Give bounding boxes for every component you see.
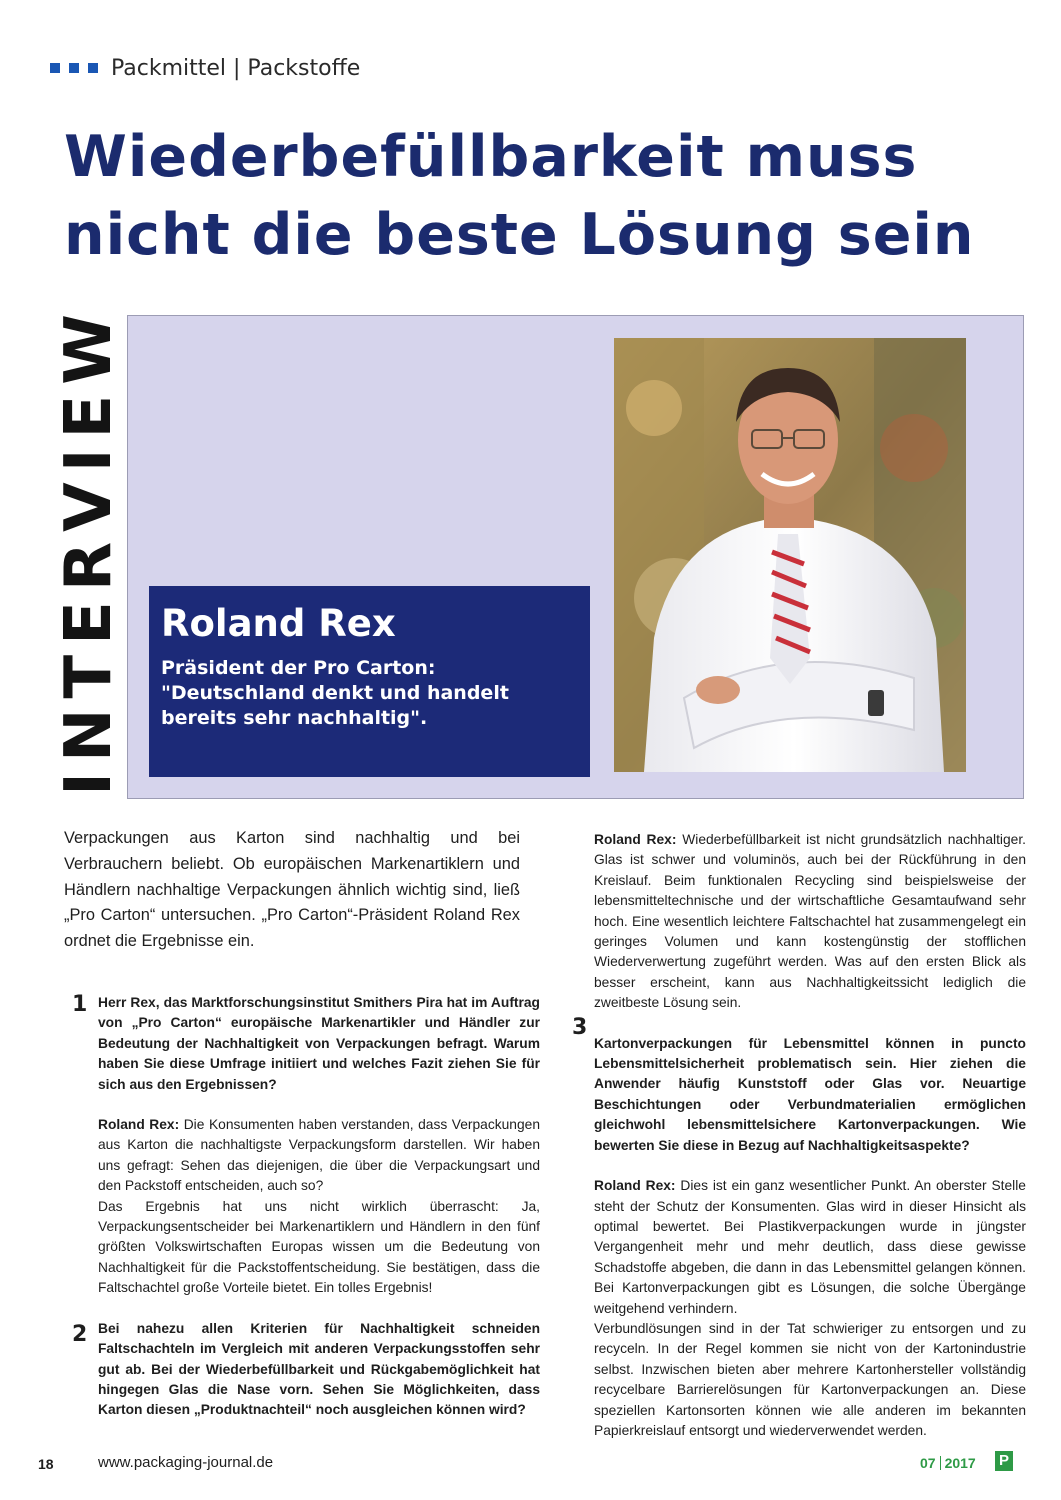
issue-separator [940, 1456, 941, 1470]
question-1: Herr Rex, das Marktforschungsinstitut Smithers Pira hat im Auftrag von „Pro Carton“ europäische Markenartikler und Händler zur Bedeutung der Nachhaltigkeit von Verpackungen befragt. Warum haben Sie diese Umfrage initiiert und welches Fazit ziehen Sie für sich aus den Ergebnissen? [98, 995, 540, 1092]
square-bullet-icon [88, 63, 98, 73]
answer-3-p2: Verbundlösungen sind in der Tat schwieriger zu entsorgen und zu recyceln. In der Regel kommen sie nicht von der Kartonindustrie selbst. Inzwischen bieten aber mehrere Kartonhersteller vollständig recycelbare Barrierelösungen für Kartonverpackungen an. Diese speziellen Kartonsorten können wie alle anderen im bekannten Papierkreislauf entsorgt und wiederverwendet werden. [594, 1320, 1026, 1438]
issue-number [920, 1455, 976, 1471]
question-number-3: 3 [572, 1015, 588, 1040]
question-number-2: 2 [72, 1322, 88, 1347]
question-2: Bei nahezu allen Kriterien für Nachhaltigkeit schneiden Faltschachteln im Vergleich mit anderen Verpackungsstoffen sehr gut ab. Bei der Wiederbefüllbarkeit und Rückgabemöglichkeit hat hingegen Glas die Nase vorn. Sehen Sie Möglichkeiten, dass Karton diesen „Produktnachteil“ noch ausgleichen können wird? [98, 1320, 540, 1418]
answer-3-p1-text: Dies ist ein ganz wesentlicher Punkt. An oberster Stelle steht der Schutz der Konsumenten. Glas wird in dieser Hinsicht als optimal bewertet. Bei Plastikverpackungen wurde in jüngster Vergangenheit mehr und mehr deutlich, dass diese gewisse Schadstoffe abgeben, die dann in das Lebensmittel gelangen können. Bei Kartonverpackungen gibt es Lösungen, die solche Übergänge weitgehend verhindern. [594, 1178, 1026, 1316]
interviewee-subtitle: Präsident der Pro Carton: "Deutschland denkt und handelt bereits sehr nachhaltig". [161, 657, 509, 729]
interview-label-text: INTERVIEW [52, 304, 126, 796]
website-url[interactable]: www.packaging-journal.de [98, 1454, 274, 1471]
page-number: 18 [38, 1456, 54, 1472]
question-number-1: 1 [72, 992, 88, 1017]
section-header [50, 52, 360, 84]
answer-2-text: Wiederbefüllbarkeit ist nicht grundsätzlich nachhaltiger. Glas ist schwer und voluminös, auch bei der Rückführung in den Kreislauf. Beim funktionalen Recycling sind beispielsweise der lebensmitteltechnische und der wirtschaftliche Gesamtaufwand sehr hoch. Eine wesentlich leichtere Faltschachtel hat zusammengelegt ein geringes Volumen und kann kostengünstig der stofflichen Wiederverwertung zugeführt werden. Was auf den ersten Blick als besser erscheint, kann aus Nachhaltigkeitssicht lediglich die zweitbeste Lösung sein. [594, 832, 1026, 1011]
portrait-photo [614, 338, 966, 772]
question-3: Kartonverpackungen für Lebensmittel können in puncto Lebensmittelsicherheit problematisch sein. Hier ziehen die Anwender häufig Kunststoff oder Glas vor. Neuartige Beschichtungen oder Verbundmaterialien ermöglichen gleichwohl lebensmittelsichere Kartonverpackungen. Wie bewerten Sie diese in Bezug auf Nachhaltigkeitsaspekte? [594, 1035, 1026, 1153]
answer-2 [594, 830, 1026, 1014]
right-column [594, 830, 1026, 1441]
hero-panel [127, 315, 1024, 799]
interviewee-name: Roland Rex [161, 602, 396, 645]
portrait-illustration [614, 338, 966, 772]
answer-1-p1 [98, 1115, 540, 1197]
interview-vertical-label [52, 304, 126, 796]
left-column [98, 993, 540, 1421]
lead-paragraph: Verpackungen aus Karton sind nachhaltig und bei Verbrauchern beliebt. Ob europäischen Markenartiklern und Händlern nachhaltige Verpackungen ähnlich wichtig sind, ließ „Pro Carton“ untersuchen. „Pro Carton“-Präsident Roland Rex ordnet die Ergebnisse ein. [64, 829, 520, 951]
speaker-label: Roland Rex: [594, 832, 677, 847]
square-bullet-icon [69, 63, 79, 73]
issue-year: 2017 [944, 1455, 976, 1471]
journal-logo-icon: P [995, 1451, 1013, 1471]
article-title: Wiederbefüllbarkeit muss nicht die beste Lösung sein [64, 124, 975, 268]
square-bullet-icon [50, 63, 60, 73]
name-box [149, 586, 590, 777]
issue-month: 07 [920, 1455, 936, 1471]
answer-3-p1 [594, 1176, 1026, 1319]
speaker-label: Roland Rex: [98, 1117, 180, 1133]
section-label: Packmittel | Packstoffe [111, 55, 361, 81]
answer-1-p2: Das Ergebnis hat uns nicht wirklich überrascht: Ja, Verpackungsentscheider bei Markenartiklern und Händlern in den fünf größten Volkswirtschaften Europas wissen um die Bedeutung von Nachhaltigkeit für die Packstoffentscheidung. Sie bestätigen, dass die Faltschachtel große Vorteile bietet. Ein tolles Ergebnis! [98, 1198, 540, 1296]
speaker-label: Roland Rex: [594, 1178, 676, 1194]
answer-1-p1-text: Die Konsumenten haben verstanden, dass Verpackungen aus Karton die nachhaltigste Verpackungsform darstellen. Wir haben uns gefragt: Sehen das diejenigen, die über die Verpackungsart und den Packstoff entscheiden, auch so? [98, 1117, 540, 1194]
